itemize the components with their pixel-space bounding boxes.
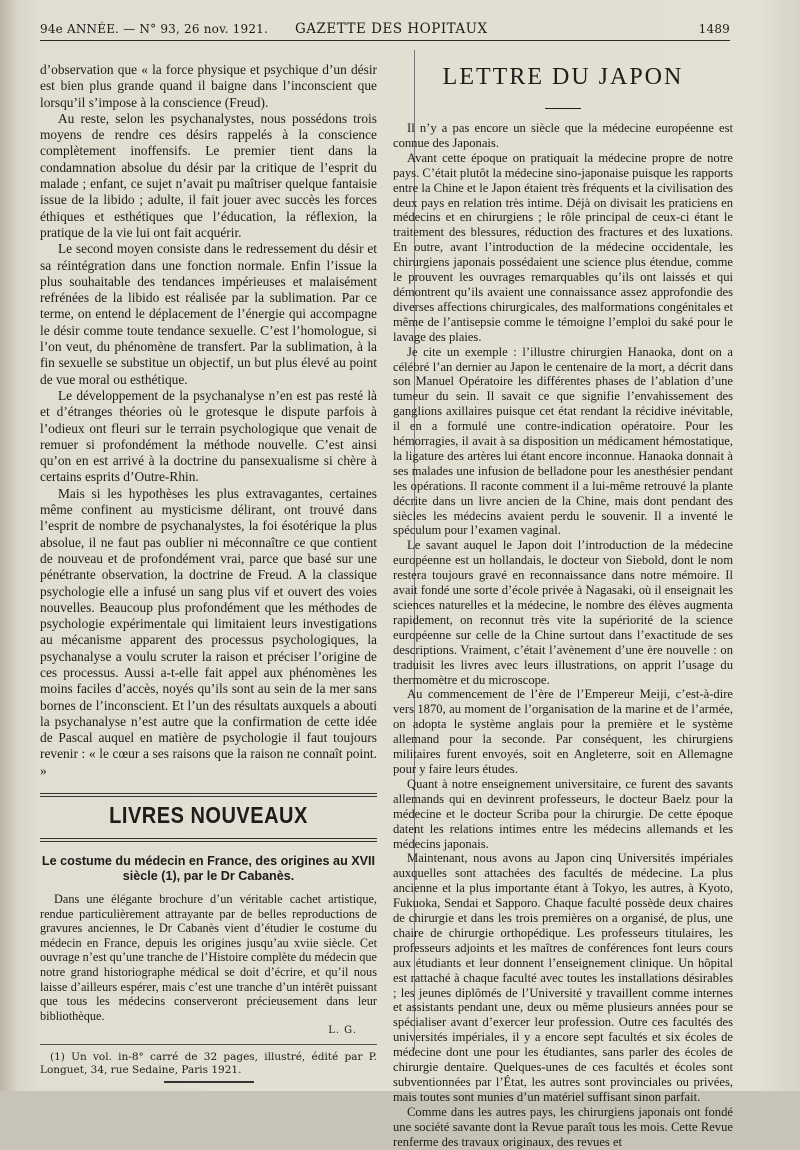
end-ornament xyxy=(164,1081,254,1083)
book-title: Le costume du médecin en France, des origines au XVII siècle (1), par le Dr Cabanès. xyxy=(41,854,376,884)
book-review: Dans une élégante brochure d’un véritable cachet artistique, rendue particulièrement attrayante par de belles reproductions de gravures anciennes, le Dr Cabanès vient d’étudier le costume du médecin en France, depuis les origines jusqu’au xviie siècle. Cet ouvrage n’est qu’une tranche de l’Histoire complète du médecin que notre grand historiographe médical se doit d’écrire, et qu’il nous laisse d’ailleurs espérer, mais c’est une tranche d’un intérêt puissant que tous les médecins conserveront précieusement dans leur bibliothèque. xyxy=(40,892,378,1023)
right-column xyxy=(393,62,733,1150)
left-paragraph-1: d’observation que « la force physique et psychique d’un désir est bien plus grande quand il baigne dans l’inconscient que lorsqu’il s’impose à la conscience (Freud). xyxy=(40,62,377,110)
footnote: (1) Un vol. in-8° carré de 32 pages, illustré, édité par P. Longuet, 34, rue Sedaine, Paris 1921. xyxy=(40,1051,377,1077)
right-paragraph-5: Au commencement de l’ère de l’Empereur Meiji, c’est-à-dire vers 1870, au moment de l’organisation de la marine et de l’armée, on adopta le système anglais pour la première et le système allemand pour la seconde. Par conséquent, les chirurgiens militaires furent envoyés, soit en Angleterre, soit en Allemagne pour y faire leurs études. xyxy=(393,687,733,776)
title-rule xyxy=(545,108,581,109)
right-paragraph-6: Quant à notre enseignement universitaire, ce furent des savants allemands qui en devinrent professeurs, le docteur Baelz pour la médecine et le docteur Scriba pour la chirurgie. De cette époque datent les relations intimes entre les médecins allemands et les médecins japonais. xyxy=(393,776,733,851)
right-paragraph-2: Avant cette époque on pratiquait la médecine propre de notre pays. C’était plutôt la médecine sino-japonaise puisque les rapports entre la Chine et le Japon étaient très fréquents et la civilisation des deux pays en relation très intime. Déjà on divisait les praticiens en médecins et en chirurgiens ; le rôle principal de ceux-ci étant le traitement des blessures, réduction des fractures et des luxations. En outre, avant l’introduction de la médecine occidentale, les chirurgiens japonais possédaient une science plus étendue, comme le prouvent les ouvrages remarquables qu’ils ont laissés et qui démontrent qu’ils avaient une connaissance assez approfondie des diverses affections chirurgicales, des malformations congénitales et même de l’antisepsie comme le témoigne l’emploi du saké pour le lavage des plaies. xyxy=(393,150,733,344)
left-paragraph-2: Au reste, selon les psychanalystes, nous possédons trois moyens de rendre ces désirs rappelés à la conscience complètement inoffensifs. Le premier tient dans la condamnation absolue du désir par la critique de l’esprit du malade ; enfant, ce sujet n’avait pu maîtriser quelque fantaisie issue de la libido ; adulte, il fait jouer avec succès les forces éthiques et esthétiques que l’éducation, la réflexion, la pratique de la vie lui ont fait acquérir. xyxy=(40,110,377,240)
left-paragraph-3: Le second moyen consiste dans le redressement du désir et sa réintégration dans une fonction normale. Enfin l’issue la plus souhaitable des tendances impérieuses et malaisément refrénées de la libido est réalisée par la sublimation. Par ce terme, on entend le déplacement de l’énergie qui accompagne le désir comme toute tendance sexuelle. C’est l’homologue, si l’on veut, du phénomène de transfert. Par la sublimation, à la fin sexuelle se substitue un objectif, un but plus élevé au point de vue moral ou esthétique. xyxy=(40,241,377,387)
left-column xyxy=(40,62,377,1083)
section-double-rule xyxy=(40,793,377,797)
left-paragraph-4: Le développement de la psychanalyse n’en est pas resté là et d’étranges théories où le grotesque le dispute parfois à l’odieux ont fleuri sur le terrain psychologique que venait de remuer si profondément la méthode nouvelle. C’est ainsi qu’on en est arrivé à la doctrine du pansexualisme si chère à certains esprits d’Outre-Rhin. xyxy=(40,387,377,485)
right-paragraph-1: Il n’y a pas encore un siècle que la médecine européenne est connue des Japonais. xyxy=(393,121,733,150)
footnote-rule xyxy=(40,1044,377,1045)
journal-title: GAZETTE DES HOPITAUX xyxy=(295,21,488,37)
right-paragraph-7: Maintenant, nous avons au Japon cinq Universités impériales auxquelles sont attachées des facultés de médecine. La plus ancienne et la plus importante étant à Tokyo, les autres, à Kyoto, Fukuoka, Sendai et Sapporo. Chaque faculté possède deux chaires de chirurgie et dans les trois premières on a organisé, de plus, une chaire de chirurgie orthopédique. Les professeurs titulaires, les professeurs adjoints et les maîtres de conférences font leurs cours aux étudiants et leur donnent l’enseignement clinique. Un hôpital est rattaché à chaque faculté avec toutes les installations désirables ; les jeunes diplômés de l’Université y travaillent comme internes et assistants pendant une, deux ou même plusieurs années pour se spécialiser avant d’exercer leur profession. Outre ces facultés des universités impériales, il y a encore sept facultés et six écoles de médecine dont une pour les étudiantes, sans parler des écoles de chirurgie dentaire. Quelques-unes de ces facultés et écoles sont subventionnées par l’État, les autres sont provinciales ou privées, mais toutes sont munies d’un matériel suffisant sinon parfait. xyxy=(393,851,733,1104)
section-title: LIVRES NOUVEAUX xyxy=(109,803,308,829)
right-paragraph-4: Le savant auquel le Japon doit l’introduction de la médecine européenne est un hollandais, le docteur von Siebold, dont le nom restera toujours gravé en reconnaissance dans notre mémoire. Il avait fondé une sorte d’école privée à Nagasaki, où il enseignait les sciences naturelles et la médecine, le nombre des élèves augmenta rapidement, on reconnut très vite la supériorité de la science européenne sur celle de la Chine surtout dans l’exactitude de ses descriptions. Vraiment, c’était l’avènement d’une ère nouvelle : on traduisit les livres avec leurs illustrations, on apprit l’usage du thermomètre et du microscope. xyxy=(393,538,733,687)
left-paragraph-5: Mais si les hypothèses les plus extravagantes, certaines même confinent au mysticisme délirant, ont trouvé dans l’esprit de nombre de psychanalystes, la foi ésotérique la plus absolue, il ne faut pas oublier ni méconnaître ce que contient de nouveau et de profondément vrai, parce que basé sur une pénétrante observation, la doctrine de Freud. A la classique psychologie elle a infusé un sang plus vif et ouvert des voies nouvelles. Beaucoup plus profondément que les méthodes de psychologie expérimentale qui limitaient leurs investigations au mécanisme apparent des processus psychologiques, la psychanalyse a voulu scruter la raison et préciser l’origine de ces processus. Aussi a-t-elle fait appel aux phénomènes les moins faciles d’accès, noyés qu’ils sont au sein de la mer sans bornes de l’inconscient. Et l’un des résultats auxquels a abouti la psychanalyse n’est autre que la confirmation de cette idée de Pascal auquel en matière de psychologie il faut toujours revenir : « le cœur a ses raisons que la raison ne connaît point. » xyxy=(40,485,377,778)
right-paragraph-3: Je cite un exemple : l’illustre chirurgien Hanaoka, dont on a célébré l’an dernier au Japon le centenaire de la mort, a décrit dans son Manuel Opératoire les différentes phases de l’ablation d’une tumeur du sein. Il savait ce que signifie l’envahissement des ganglions axillaires puisque cet état rendant la récidive inévitable, il en a formulé une contre-indication opératoire. Pour les hémorragies, il avait à sa disposition un médicament hémostatique, la ligature des artères lui étant encore inconnue. Hanaoka donnait à ses malades une infusion de belladone pour les anesthésier pendant les opérations. Il raconte comment il a lui-même retrouvé la plante décrite dans un livre ancien de la Chine, mais dont pendant des siècles les médecins avaient perdu le souvenir. Il a inventé le spéculum pour l’examen vaginal. xyxy=(393,344,733,538)
issue-info: 94e ANNÉE. — N° 93, 26 nov. 1921. xyxy=(40,22,269,36)
page-header xyxy=(40,19,730,39)
header-rule xyxy=(40,40,730,41)
article-title: LETTRE DU JAPON xyxy=(442,64,684,90)
section-double-rule xyxy=(40,838,377,842)
right-paragraph-8: Comme dans les autres pays, les chirurgiens japonais ont fondé une société savante dont la Revue paraît tous les mois. Cette Revue renferme des travaux originaux, des revues et xyxy=(393,1104,733,1149)
review-signature: L. G. xyxy=(328,1025,357,1037)
page-number: 1489 xyxy=(698,22,730,36)
livres-nouveaux-section xyxy=(40,793,377,1083)
